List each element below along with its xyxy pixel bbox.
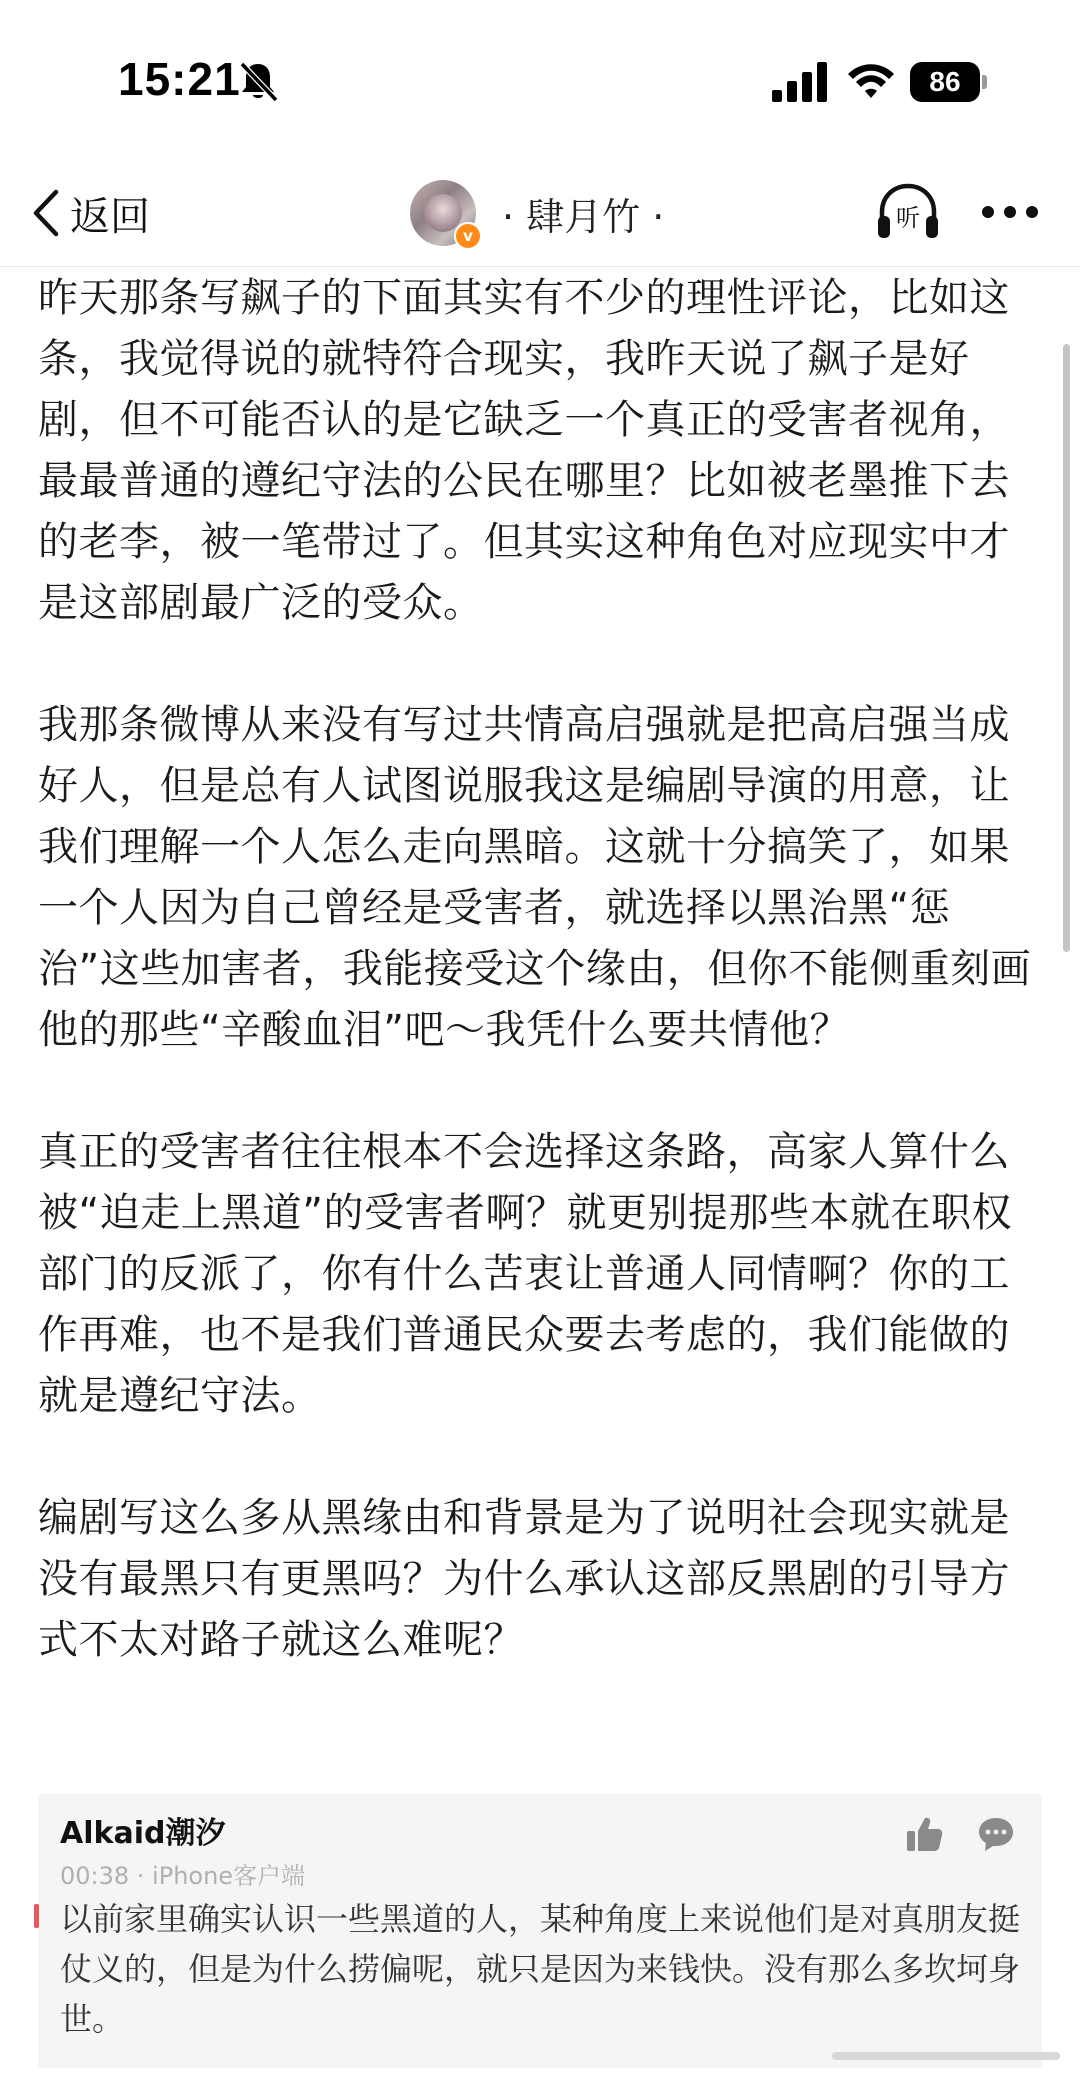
- back-label: 返回: [70, 193, 150, 240]
- post-paragraph-3: 真正的受害者往往根本不会选择这条路，高家人算什么被“迫走上黑道”的受害者啊？就更别提那些本就在职权部门的反派了，你有什么苦衷让普通人同情啊？你的工作再难，也不是我们普通民众要去考虑的，我们能做的就是遵纪守法。: [38, 1129, 1012, 1419]
- comment-marker: [34, 1904, 39, 1928]
- author-profile-link[interactable]: [410, 170, 664, 256]
- post-content: [38, 268, 1038, 1732]
- author-name[interactable]: · 肆月竹 ·: [502, 194, 665, 239]
- battery-cap: [982, 75, 987, 89]
- post-paragraph-4: 编剧写这么多从黑缘由和背景是为了说明社会现实就是没有最黑只有更黑吗？为什么承认这部反黑剧的引导方式不太对路子就这么难呢？: [38, 1495, 1010, 1663]
- status-time: 15:21: [118, 53, 241, 105]
- home-indicator: [832, 2052, 1060, 2060]
- svg-text:听: 听: [896, 204, 920, 232]
- thumbs-up-icon[interactable]: [904, 1814, 944, 1854]
- avatar[interactable]: [410, 180, 476, 246]
- bell-off-icon: [238, 60, 278, 104]
- comment-meta: 00:38 · iPhone客户端: [60, 1862, 306, 1890]
- post-paragraph-2: 我那条微博从来没有写过共情高启强就是把高启强当成好人，但是总有人试图说服我这是编剧导演的用意，让我们理解一个人怎么走向黑暗。这就十分搞笑了，如果一个人因为自己曾经是受害者，就选择以黑治黑“惩治”这些加害者，我能接受这个缘由，但你不能侧重刻画他的那些“辛酸血泪”吧～我凭什么要共情他？: [38, 702, 1032, 1053]
- post-paragraph-1: 昨天那条写飙子的下面其实有不少的理性评论，比如这条，我觉得说的就特符合现实，我昨天说了飙子是好剧，但不可能否认的是它缺乏一个真正的受害者视角，最最普通的遵纪守法的公民在哪里？比如被老墨推下去的老李，被一笔带过了。但其实这种角色对应现实中才是这部剧最广泛的受众。: [38, 275, 1010, 626]
- signal-icon: [772, 62, 828, 102]
- status-bar: [0, 0, 1080, 160]
- back-button[interactable]: [28, 180, 150, 246]
- battery-level: 86: [910, 62, 980, 102]
- comment-username[interactable]: Alkaid潮汐: [60, 1816, 226, 1851]
- comment-bubble-icon[interactable]: [976, 1814, 1016, 1854]
- scrollbar[interactable]: [1063, 344, 1070, 952]
- nav-header: [0, 160, 1080, 267]
- verified-badge-icon: v: [454, 222, 482, 250]
- chevron-left-icon: [28, 186, 62, 240]
- more-dots-icon[interactable]: [980, 204, 1040, 220]
- quoted-comment[interactable]: [38, 1794, 1042, 2068]
- battery-indicator: [910, 62, 986, 102]
- headphones-icon[interactable]: [872, 176, 944, 248]
- comment-text: 以前家里确实认识一些黑道的人，某种角度上来说他们是对真朋友挺仗义的，但是为什么捞偏呢，就只是因为来钱快。没有那么多坎坷身世。: [60, 1900, 1021, 2038]
- wifi-icon: [846, 60, 896, 102]
